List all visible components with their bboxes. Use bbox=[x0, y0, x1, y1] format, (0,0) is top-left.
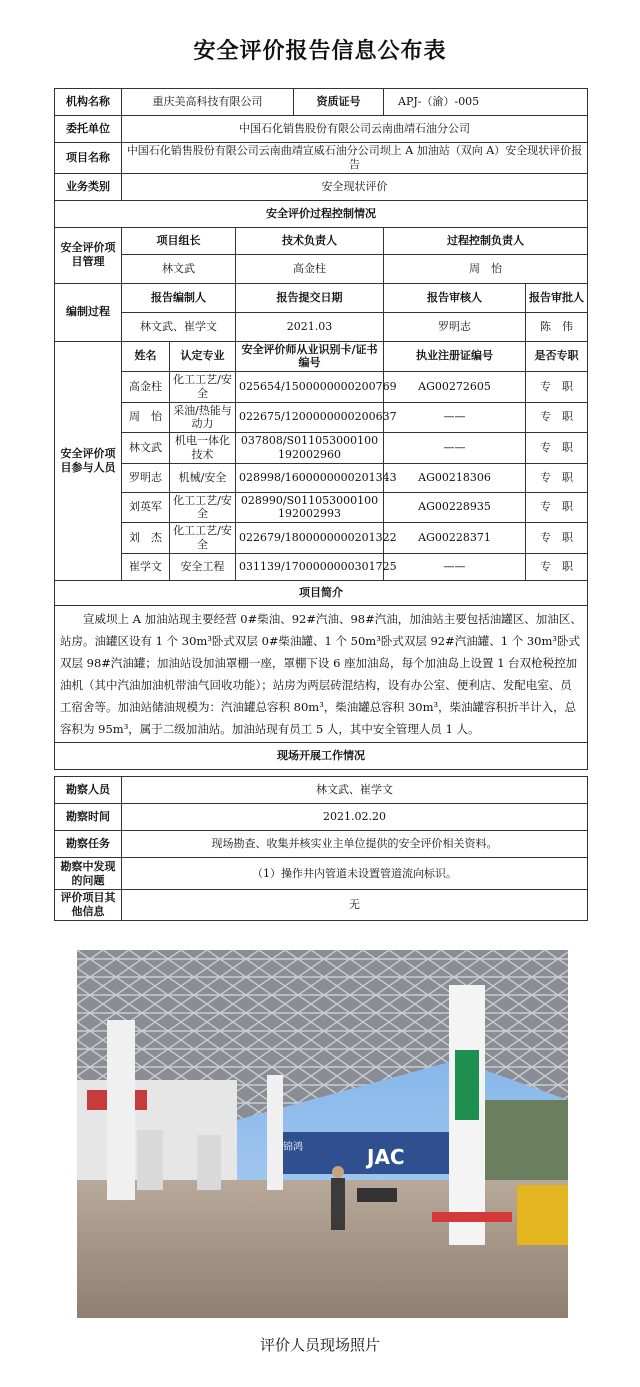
yellow-vehicle bbox=[517, 1185, 568, 1245]
safety-barrier bbox=[432, 1212, 512, 1222]
fuel-dispenser bbox=[137, 1130, 163, 1190]
billboard-brand-text: JAC bbox=[367, 1145, 405, 1169]
person-card: 028990/S011053000100192002993 bbox=[236, 492, 384, 523]
person-card: 031139/1700000000301725 bbox=[236, 553, 384, 580]
site-value: 无 bbox=[122, 890, 588, 921]
person-major: 机械/安全 bbox=[170, 463, 236, 492]
person-card: 025654/1500000000200769 bbox=[236, 372, 384, 403]
parked-car bbox=[357, 1188, 397, 1202]
person-reg: AG00218306 bbox=[384, 463, 526, 492]
management-label: 安全评价项目管理 bbox=[55, 227, 122, 283]
person-reg: —— bbox=[384, 402, 526, 433]
personnel-header: 姓名 bbox=[122, 341, 170, 372]
management-value: 周 怡 bbox=[384, 254, 588, 283]
compile-value: 2021.03 bbox=[236, 312, 384, 341]
project-value: 中国石化销售股份有限公司云南曲靖宣威石油分公司坝上 A 加油站（双向 A）安全现状评价报告 bbox=[122, 143, 588, 174]
site-photo bbox=[77, 950, 568, 1318]
process-section-title: 安全评价过程控制情况 bbox=[55, 200, 588, 227]
personnel-header: 是否专职 bbox=[526, 341, 588, 372]
site-label: 评价项目其他信息 bbox=[55, 890, 122, 921]
canopy-pillar bbox=[267, 1075, 283, 1190]
person-name: 罗明志 bbox=[122, 463, 170, 492]
person-reg: —— bbox=[384, 553, 526, 580]
person-reg: AG00272605 bbox=[384, 372, 526, 403]
site-value: （1）操作井内管道未设置管道流向标识。 bbox=[122, 858, 588, 890]
compile-header: 报告编制人 bbox=[122, 283, 236, 312]
sinopec-pillar-sign bbox=[455, 1050, 479, 1120]
compile-header: 报告审核人 bbox=[384, 283, 526, 312]
person-card: 022679/1800000000201322 bbox=[236, 523, 384, 554]
table-row bbox=[55, 402, 588, 433]
compile-header: 报告提交日期 bbox=[236, 283, 384, 312]
site-label: 勘察人员 bbox=[55, 777, 122, 804]
person-name: 刘英军 bbox=[122, 492, 170, 523]
person-major: 安全工程 bbox=[170, 553, 236, 580]
page-title: 安全评价报告信息公布表 bbox=[193, 39, 447, 64]
person-fulltime: 专 职 bbox=[526, 492, 588, 523]
person-fulltime: 专 职 bbox=[526, 372, 588, 403]
client-value: 中国石化销售股份有限公司云南曲靖石油分公司 bbox=[122, 116, 588, 143]
person-major: 化工工艺/安全 bbox=[170, 492, 236, 523]
site-value: 现场勘查、收集并核实业主单位提供的安全评价相关资料。 bbox=[122, 831, 588, 858]
site-value: 林文武、崔学文 bbox=[122, 777, 588, 804]
forecourt bbox=[77, 1180, 568, 1318]
compile-value: 罗明志 bbox=[384, 312, 526, 341]
person-name: 高金柱 bbox=[122, 372, 170, 403]
management-header: 项目组长 bbox=[122, 227, 236, 254]
canopy-pillar bbox=[107, 1020, 135, 1200]
management-value: 林文武 bbox=[122, 254, 236, 283]
person-fulltime: 专 职 bbox=[526, 433, 588, 464]
management-header: 过程控制负责人 bbox=[384, 227, 588, 254]
person-major: 化工工艺/安全 bbox=[170, 523, 236, 554]
site-label: 勘察中发现的问题 bbox=[55, 858, 122, 890]
personnel-header: 执业注册证编号 bbox=[384, 341, 526, 372]
project-label: 项目名称 bbox=[55, 143, 122, 174]
management-value: 高金柱 bbox=[236, 254, 384, 283]
intro-text: 宣威坝上 A 加油站现主要经营 0#柴油、92#汽油、98#汽油，加油站主要包括油罐区、加油区、站房。油罐区设有 1 个 30m³卧式双层 0#柴油罐、1 个 50m³卧式双层 92#汽油罐、1 个 30m³卧式双层 98#汽油罐；加油站设加油罩棚一座，罩棚下设 6 座加油岛，每个加油岛上设置 1 台双枪税控加油机（其中汽油加油机带油气回收功能）；站房为两层砖混结构，设有办公室、便利店、发配电室、员工宿舍等。加油站储油规模为：汽油罐总容积 80m³，柴油罐总容积 30m³，柴油罐容积折半计入，总容积为 95m³，属于二级加油站。加油站现有员工 5 人，其中安全管理人员 1 人。 bbox=[55, 605, 588, 742]
personnel-header: 安全评价师从业识别卡/证书编号 bbox=[236, 341, 384, 372]
table-row bbox=[55, 492, 588, 523]
person-fulltime: 专 职 bbox=[526, 553, 588, 580]
person-fulltime: 专 职 bbox=[526, 463, 588, 492]
cert-label: 资质证号 bbox=[294, 89, 384, 116]
person-reg: —— bbox=[384, 433, 526, 464]
gas-station-photo bbox=[77, 950, 568, 1318]
site-label: 勘察任务 bbox=[55, 831, 122, 858]
site-section-title: 现场开展工作情况 bbox=[55, 742, 588, 769]
intro-section-title: 项目简介 bbox=[55, 580, 588, 605]
person-major: 化工工艺/安全 bbox=[170, 372, 236, 403]
personnel-header: 认定专业 bbox=[170, 341, 236, 372]
person-major: 机电一体化技术 bbox=[170, 433, 236, 464]
client-label: 委托单位 bbox=[55, 116, 122, 143]
cert-number: APJ-（渝）-005 bbox=[384, 89, 588, 116]
person-name: 林文武 bbox=[122, 433, 170, 464]
person-card: 028998/1600000000201343 bbox=[236, 463, 384, 492]
table-row bbox=[55, 433, 588, 464]
table-row bbox=[55, 553, 588, 580]
site-label: 勘察时间 bbox=[55, 804, 122, 831]
compile-value: 林文武、崔学文 bbox=[122, 312, 236, 341]
person-name: 刘 杰 bbox=[122, 523, 170, 554]
compile-label: 编制过程 bbox=[55, 283, 122, 341]
table-row bbox=[55, 372, 588, 403]
table-row bbox=[55, 523, 588, 554]
person-major: 采油/热能与动力 bbox=[170, 402, 236, 433]
person-head bbox=[332, 1166, 344, 1178]
billboard-left-text: 锦鸿 bbox=[283, 1142, 303, 1153]
info-table bbox=[54, 88, 588, 770]
table-row bbox=[55, 463, 588, 492]
management-header: 技术负责人 bbox=[236, 227, 384, 254]
site-value: 2021.02.20 bbox=[122, 804, 588, 831]
business-label: 业务类别 bbox=[55, 173, 122, 200]
person-reg: AG00228371 bbox=[384, 523, 526, 554]
person-card: 022675/1200000000200637 bbox=[236, 402, 384, 433]
compile-value: 陈 伟 bbox=[526, 312, 588, 341]
business-value: 安全现状评价 bbox=[122, 173, 588, 200]
person-card: 037808/S011053000100192002960 bbox=[236, 433, 384, 464]
person-name: 周 怡 bbox=[122, 402, 170, 433]
person-reg: AG00228935 bbox=[384, 492, 526, 523]
compile-header: 报告审批人 bbox=[526, 283, 588, 312]
photo-caption: 评价人员现场照片 bbox=[259, 1336, 380, 1354]
personnel-label: 安全评价项目参与人员 bbox=[55, 341, 122, 580]
site-table bbox=[54, 776, 588, 921]
person-name: 崔学文 bbox=[122, 553, 170, 580]
person-fulltime: 专 职 bbox=[526, 402, 588, 433]
person-figure bbox=[331, 1178, 345, 1230]
fuel-dispenser bbox=[197, 1135, 221, 1190]
org-name-label: 机构名称 bbox=[55, 89, 122, 116]
person-fulltime: 专 职 bbox=[526, 523, 588, 554]
org-name: 重庆美高科技有限公司 bbox=[122, 89, 294, 116]
